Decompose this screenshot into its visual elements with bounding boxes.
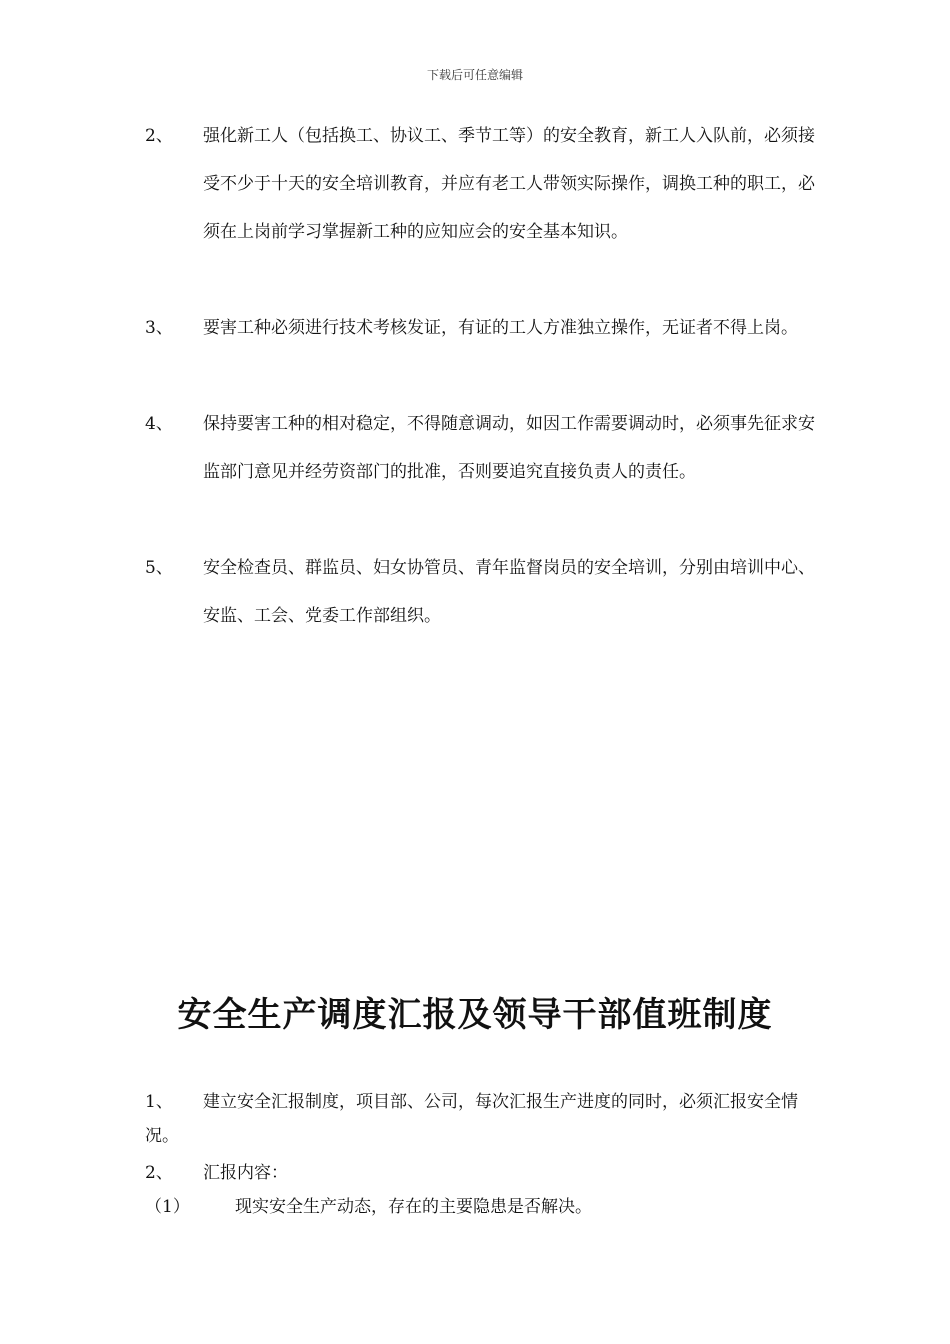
list-item-number: 3、	[145, 318, 173, 338]
subitem-text: 现实安全生产动态，存在的主要隐患是否解决。	[235, 1197, 592, 1217]
list-item-4	[145, 400, 825, 496]
list-item-5	[145, 544, 825, 640]
header-note: 下载后可任意编辑	[426, 68, 523, 82]
list-item-text: 安全检查员、群监员、妇女协管员、青年监督岗员的安全培训，分别由培训中心、安监、工会、党委工作部组织。	[203, 558, 815, 626]
list-item-text: 保持要害工种的相对稳定，不得随意调动，如因工作需要调动时，必须事先征求安监部门意见并经劳资部门的批准，否则要追究直接负责人的责任。	[203, 414, 815, 482]
section-item-number: 1、	[145, 1092, 173, 1112]
section-item-number: 2、	[145, 1163, 173, 1183]
list-item-number: 2、	[145, 126, 173, 146]
section-title: 安全生产调度汇报及领导干部值班制度	[177, 995, 773, 1035]
list-item-3	[145, 304, 825, 352]
list-item-text: 要害工种必须进行技术考核发证，有证的工人方准独立操作，无证者不得上岗。	[203, 318, 798, 338]
list-item-number: 4、	[145, 414, 173, 434]
section-item-text: 汇报内容：	[203, 1163, 288, 1183]
list-item-number: 5、	[145, 558, 173, 578]
section-subitem-1	[145, 1190, 825, 1224]
list-item-text: 强化新工人（包括换工、协议工、季节工等）的安全教育，新工人入队前，必须接受不少于十天的安全培训教育，并应有老工人带领实际操作，调换工种的职工，必须在上岗前学习掌握新工种的应知应会的安全基本知识。	[203, 126, 815, 242]
section-item-text: 建立安全汇报制度，项目部、公司，每次汇报生产进度的同时，必须汇报安全情况。	[145, 1092, 798, 1146]
section-item-1	[145, 1085, 825, 1153]
section-item-2	[145, 1156, 825, 1190]
list-item-2	[145, 112, 825, 256]
subitem-number: （1）	[145, 1197, 190, 1217]
